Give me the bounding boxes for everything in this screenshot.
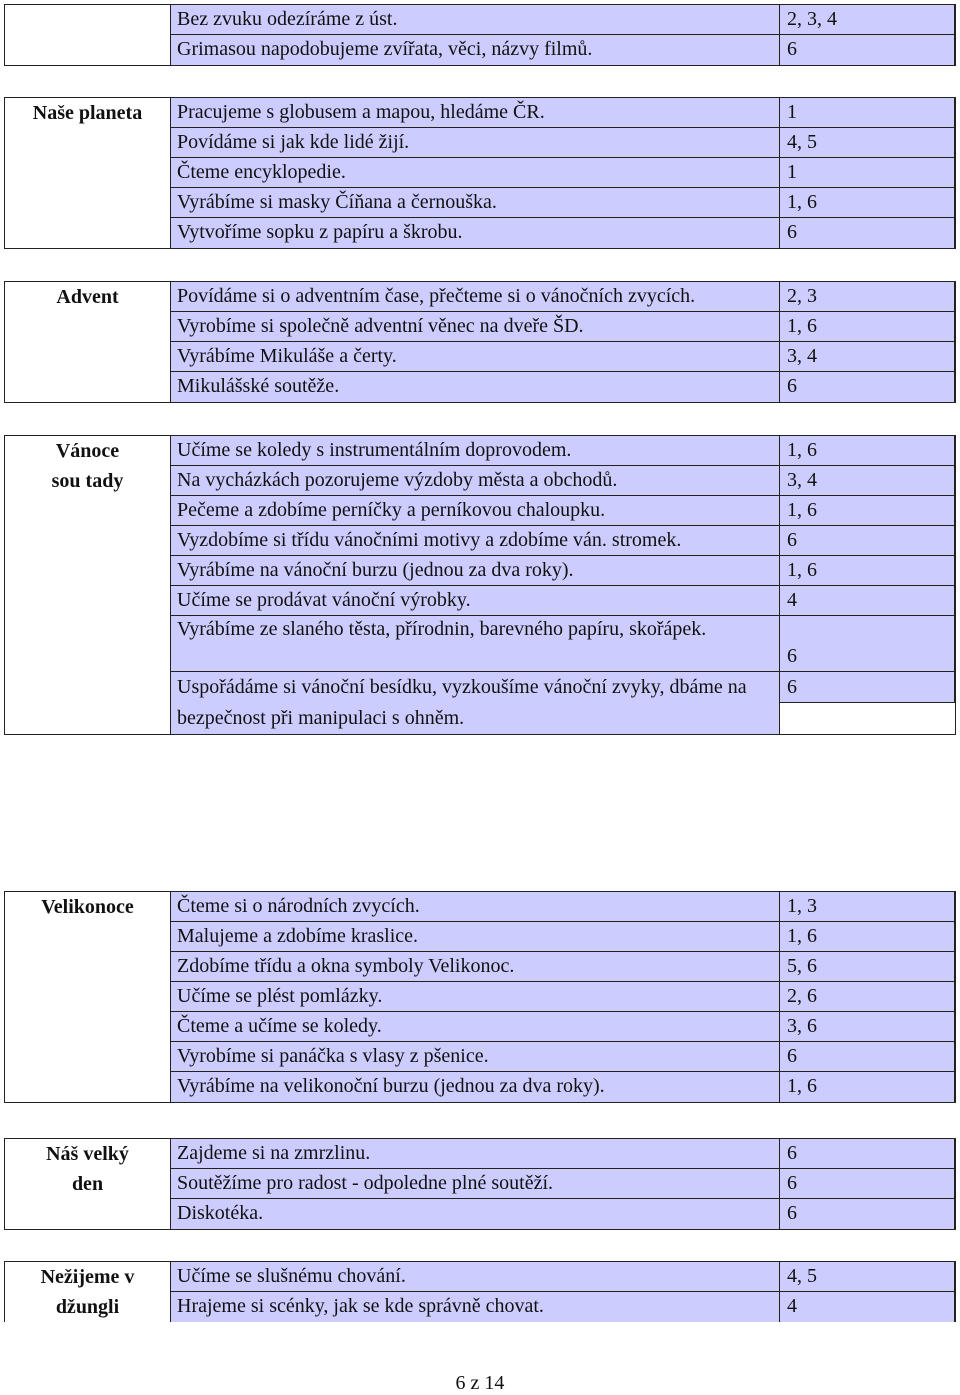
activity-row — [170, 1292, 955, 1322]
activity-text: Vytvoříme sopku z papíru a škrobu. — [170, 218, 780, 248]
activity-row — [170, 1139, 955, 1169]
theme-line: Advent — [56, 286, 119, 308]
activity-row — [170, 556, 955, 586]
theme-label — [4, 1262, 170, 1322]
activity-competence: 1, 6 — [780, 436, 955, 465]
theme-line: sou tady — [51, 470, 124, 492]
activity-text: Hrajeme si scénky, jak se kde správně chovat. — [170, 1292, 780, 1322]
theme-block — [4, 891, 956, 1103]
activity-row — [170, 496, 955, 526]
activity-text: Bez zvuku odezíráme z úst. — [170, 5, 780, 34]
activity-competence: 6 — [780, 1169, 955, 1198]
activity-text: Zdobíme třídu a okna symboly Velikonoc. — [170, 952, 780, 981]
activity-competence: 4 — [780, 1292, 955, 1322]
theme-label — [4, 436, 170, 734]
activity-row — [170, 586, 955, 616]
activity-row — [170, 1042, 955, 1072]
theme-line: Vánoce — [55, 440, 120, 462]
theme-line: džungli — [55, 1296, 120, 1318]
activity-row — [170, 128, 955, 158]
activity-text: Vyrábíme na velikonoční burzu (jednou za dva roky). — [170, 1072, 780, 1102]
activity-competence: 4, 5 — [780, 128, 955, 157]
activity-text: Pracujeme s globusem a mapou, hledáme ČR. — [170, 98, 780, 127]
activity-text: Mikulášské soutěže. — [170, 372, 780, 402]
activity-competence: 4, 5 — [780, 1262, 955, 1291]
activity-row — [170, 98, 955, 128]
activity-text: Vyrábíme si masky Číňana a černouška. — [170, 188, 780, 217]
activity-competence: 5, 6 — [780, 952, 955, 981]
activity-text: Čteme si o národních zvycích. — [170, 892, 780, 921]
activity-text: Grimasou napodobujeme zvířata, věci, názvy filmů. — [170, 35, 780, 65]
activity-row — [170, 526, 955, 556]
activity-text: Učíme se slušnému chování. — [170, 1262, 780, 1291]
activity-row — [170, 282, 955, 312]
activity-competence: 3, 4 — [780, 466, 955, 495]
activity-competence: 2, 6 — [780, 982, 955, 1011]
activity-row — [170, 312, 955, 342]
activity-row — [170, 372, 955, 402]
theme-block — [4, 435, 956, 735]
activity-competence: 6 — [780, 1042, 955, 1071]
activity-row — [170, 1072, 955, 1102]
activity-row — [170, 1169, 955, 1199]
activity-list — [170, 1139, 955, 1229]
activity-row — [170, 672, 955, 734]
theme-block — [4, 4, 956, 66]
activity-row — [170, 35, 955, 65]
theme-label — [4, 98, 170, 248]
activity-row — [170, 1012, 955, 1042]
activity-competence: 1, 6 — [780, 1072, 955, 1102]
activity-text: Učíme se prodávat vánoční výrobky. — [170, 586, 780, 615]
activity-row — [170, 1262, 955, 1292]
activity-row — [170, 188, 955, 218]
theme-label — [4, 5, 170, 65]
activity-competence: 1, 3 — [780, 892, 955, 921]
activity-competence: 1, 6 — [780, 496, 955, 525]
theme-line: Velikonoce — [41, 896, 134, 918]
theme-block — [4, 281, 956, 403]
activity-competence: 6 — [780, 218, 955, 248]
activity-list — [170, 892, 955, 1102]
activity-competence: 6 — [780, 672, 955, 703]
activity-text: Vyrobíme si společně adventní věnec na dveře ŠD. — [170, 312, 780, 341]
activity-competence: 2, 3 — [780, 282, 955, 311]
activity-competence: 3, 4 — [780, 342, 955, 371]
activity-text: Diskotéka. — [170, 1199, 780, 1229]
theme-line: Náš velký — [46, 1143, 129, 1165]
activity-list — [170, 436, 955, 734]
theme-block — [4, 97, 956, 249]
activity-text: Vyzdobíme si třídu vánočními motivy a zdobíme ván. stromek. — [170, 526, 780, 555]
activity-competence: 1 — [780, 98, 955, 127]
activity-competence: 6 — [780, 35, 955, 65]
activity-competence: 2, 3, 4 — [780, 5, 955, 34]
activity-row — [170, 952, 955, 982]
theme-label — [4, 1139, 170, 1229]
activity-competence: 4 — [780, 586, 955, 615]
activity-row — [170, 1199, 955, 1229]
theme-block — [4, 1261, 956, 1322]
theme-block — [4, 1138, 956, 1230]
activity-row — [170, 982, 955, 1012]
activity-text: Vyrábíme na vánoční burzu (jednou za dva roky). — [170, 556, 780, 585]
activity-list — [170, 98, 955, 248]
activity-competence: 1, 6 — [780, 556, 955, 585]
activity-competence: 6 — [780, 372, 955, 402]
activity-competence: 1, 6 — [780, 312, 955, 341]
activity-text: Povídáme si jak kde lidé žijí. — [170, 128, 780, 157]
activity-row — [170, 466, 955, 496]
activity-text: Povídáme si o adventním čase, přečteme si o vánočních zvycích. — [170, 282, 780, 311]
activity-row — [170, 436, 955, 466]
activity-competence: 6 — [780, 1139, 955, 1168]
activity-list — [170, 1262, 955, 1322]
activity-text: Učíme se plést pomlázky. — [170, 982, 780, 1011]
activity-row — [170, 342, 955, 372]
activity-competence: 6 — [780, 526, 955, 555]
activity-competence: 6 — [780, 616, 955, 671]
activity-text: Čteme encyklopedie. — [170, 158, 780, 187]
activity-text: Pečeme a zdobíme perníčky a perníkovou chaloupku. — [170, 496, 780, 525]
activity-row — [170, 616, 955, 672]
activity-text: Uspořádáme si vánoční besídku, vyzkoušíme vánoční zvyky, dbáme na bezpečnost při manipulaci s ohněm. — [170, 672, 780, 734]
activity-text: Čteme a učíme se koledy. — [170, 1012, 780, 1041]
theme-label — [4, 892, 170, 1102]
activity-row — [170, 892, 955, 922]
activity-row — [170, 922, 955, 952]
theme-line: den — [71, 1173, 104, 1195]
activity-text: Vyrobíme si panáčka s vlasy z pšenice. — [170, 1042, 780, 1071]
activity-list — [170, 5, 955, 65]
activity-list — [170, 282, 955, 402]
activity-text: Zajdeme si na zmrzlinu. — [170, 1139, 780, 1168]
activity-competence: 3, 6 — [780, 1012, 955, 1041]
theme-line: Naše planeta — [32, 102, 143, 124]
activity-text: Vyrábíme ze slaného těsta, přírodnin, barevného papíru, skořápek. — [170, 616, 780, 671]
activity-competence: 1, 6 — [780, 922, 955, 951]
page-number: 6 z 14 — [455, 1372, 505, 1394]
activity-text: Vyrábíme Mikuláše a čerty. — [170, 342, 780, 371]
theme-line: Nežijeme v — [40, 1266, 135, 1288]
activity-row — [170, 218, 955, 248]
activity-competence: 1 — [780, 158, 955, 187]
activity-competence: 6 — [780, 1199, 955, 1229]
activity-text: Učíme se koledy s instrumentálním doprovodem. — [170, 436, 780, 465]
activity-text: Na vycházkách pozorujeme výzdoby města a obchodů. — [170, 466, 780, 495]
activity-text: Soutěžíme pro radost - odpoledne plné soutěží. — [170, 1169, 780, 1198]
activity-competence: 1, 6 — [780, 188, 955, 217]
activity-row — [170, 5, 955, 35]
activity-text: Malujeme a zdobíme kraslice. — [170, 922, 780, 951]
activity-row — [170, 158, 955, 188]
theme-label — [4, 282, 170, 402]
